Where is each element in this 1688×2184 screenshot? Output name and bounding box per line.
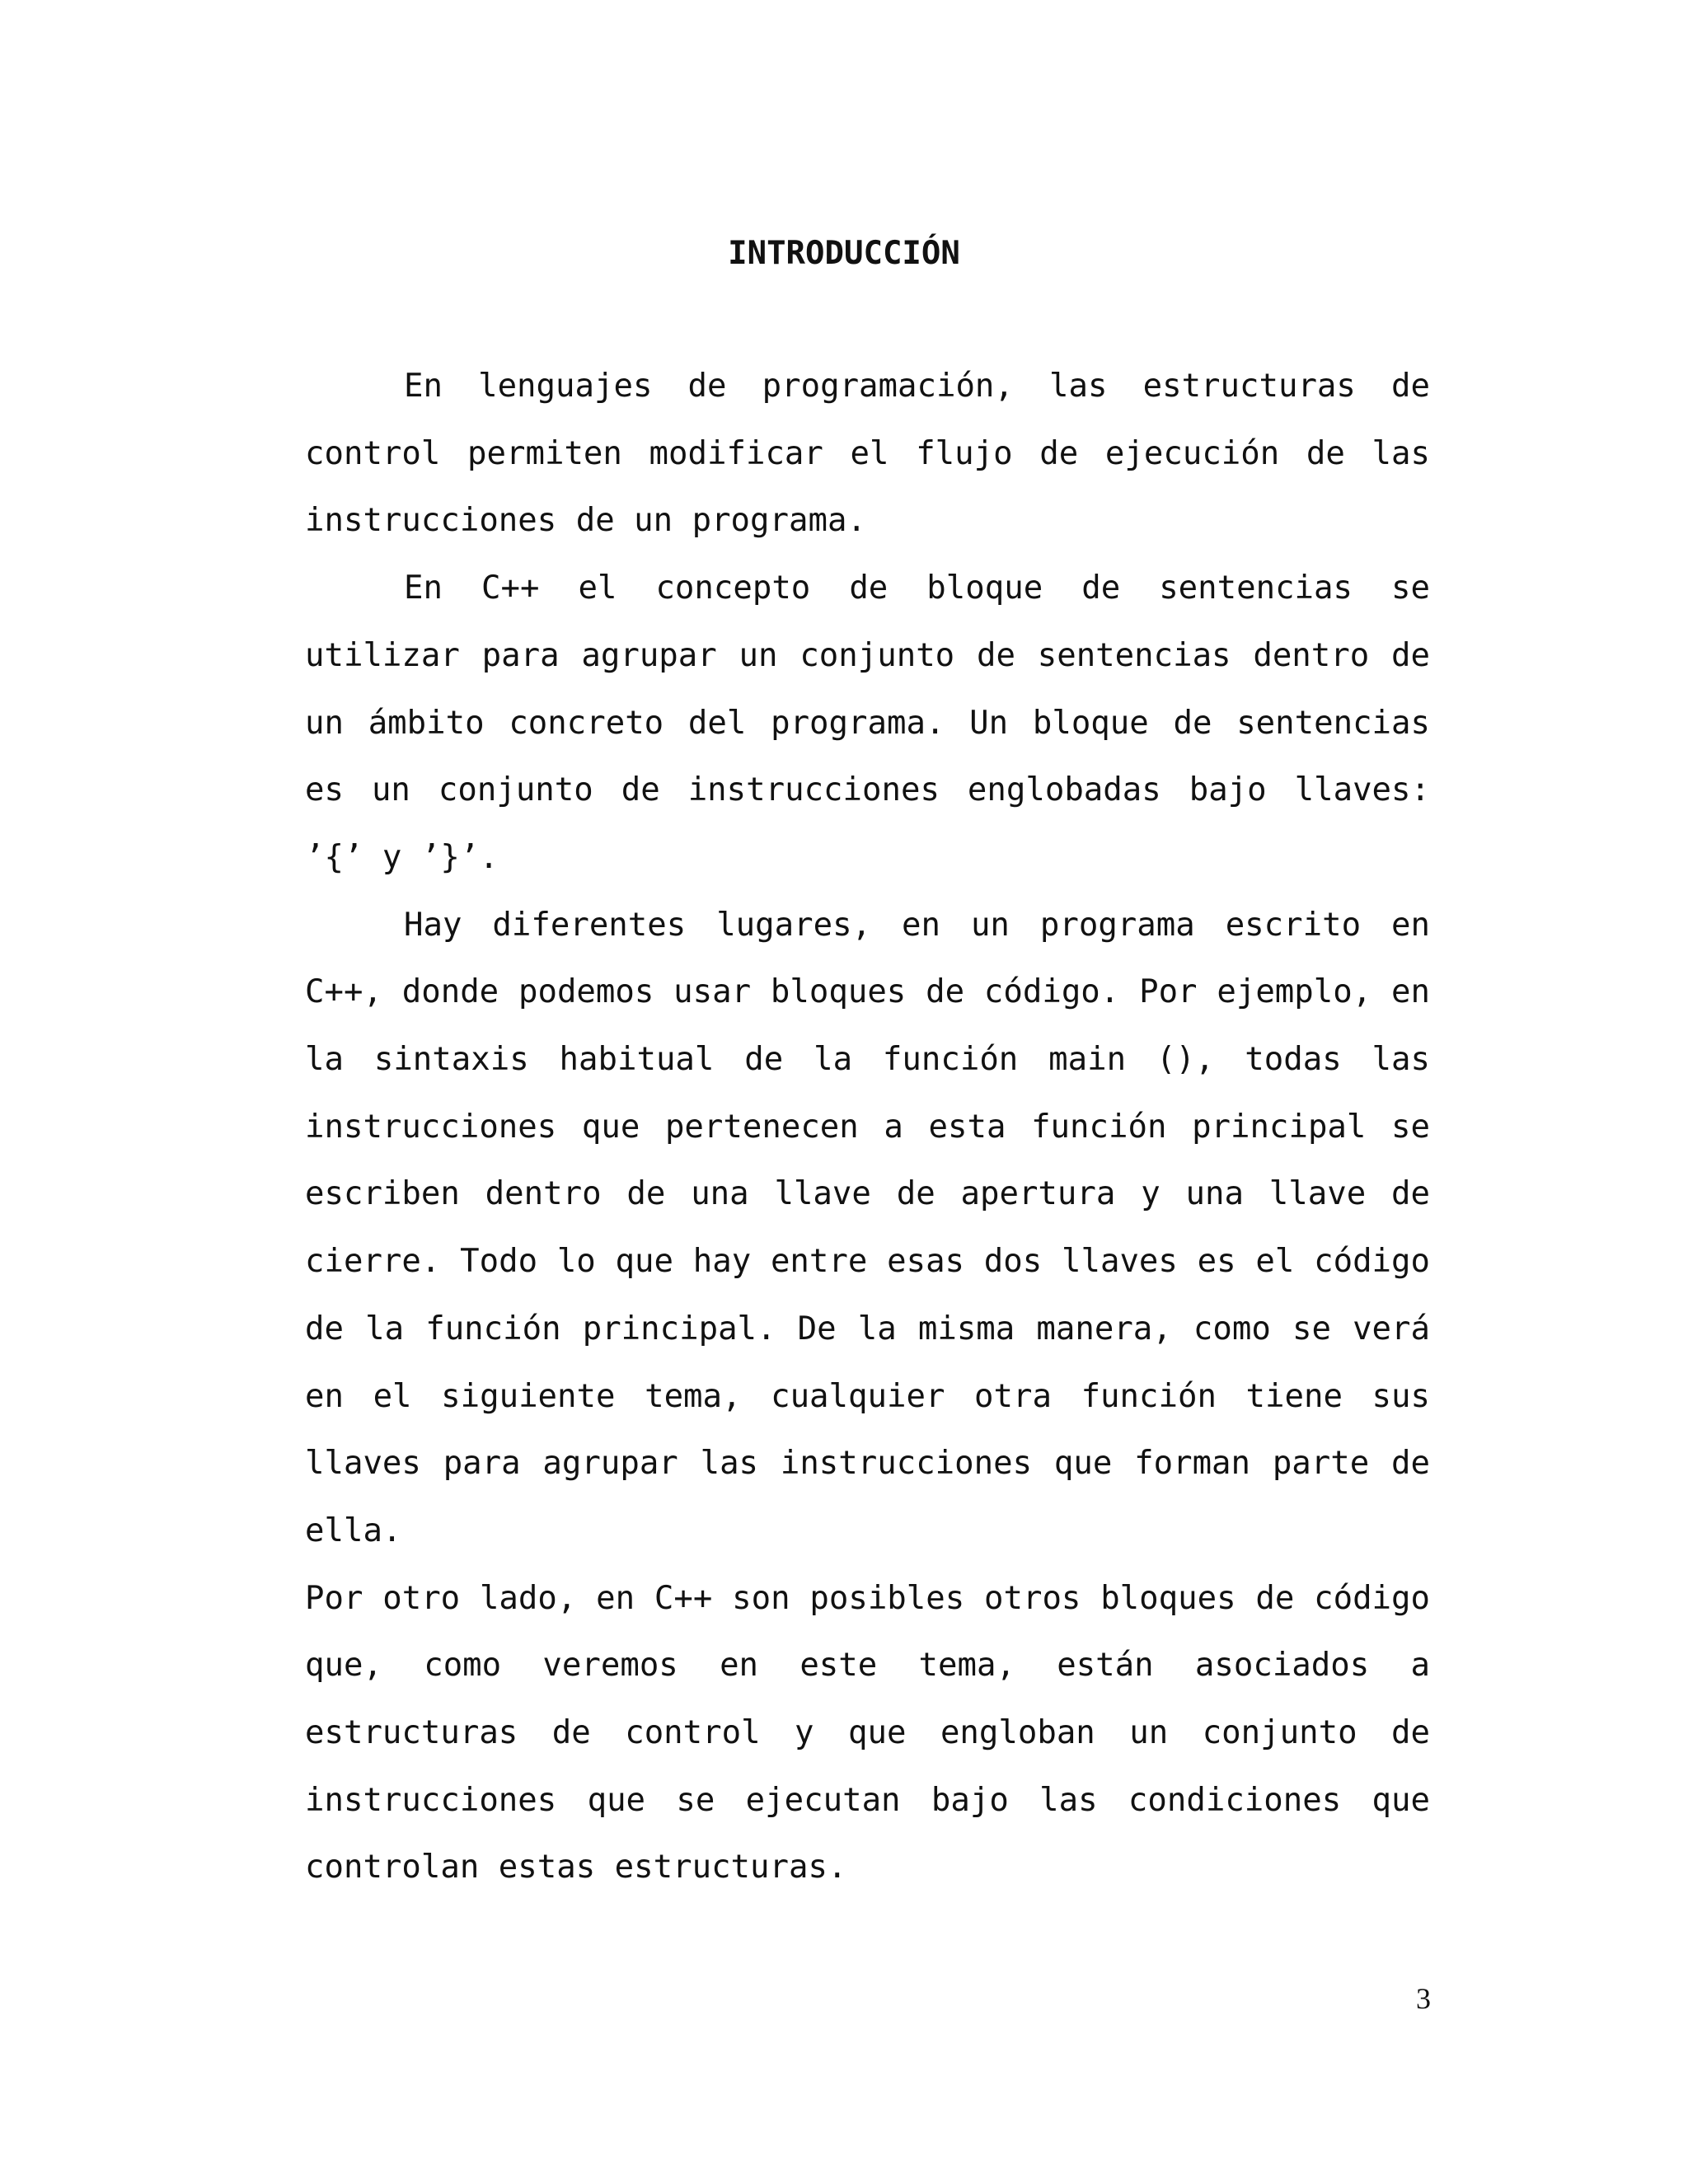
page-title: INTRODUCCIÓN	[728, 235, 960, 272]
paragraph-2: En C++ el concepto de bloque de sentencias se utilizar para agrupar un conjunto de sentencias dentro de un ámbito concreto del programa. Un bloque de sentencias es un conjunto de instrucciones englobadas bajo llaves: ’{’ y ’}’.	[305, 569, 1430, 876]
paragraph-4: Por otro lado, en C++ son posibles otros bloques de código que, como veremos en este tema, están asociados a estructuras de control y que engloban un conjunto de instrucciones que se ejecutan bajo las condiciones que controlan estas estructuras.	[305, 1579, 1430, 1886]
paragraph-3: Hay diferentes lugares, en un programa escrito en C++, donde podemos usar bloques de código. Por ejemplo, en la sintaxis habitual de la función main (), todas las instrucciones que pertenecen a esta función principal se escriben dentro de una llave de apertura y una llave de cierre. Todo lo que hay entre esas dos llaves es el código de la función principal. De la misma manera, como se verá en el siguiente tema, cualquier otra función tiene sus llaves para agrupar las instrucciones que forman parte de ella.	[305, 906, 1430, 1549]
body-text	[305, 353, 1430, 1901]
page-number: 3	[1416, 1982, 1431, 2015]
paragraph-1: En lenguajes de programación, las estructuras de control permiten modificar el flujo de ejecución de las instrucciones de un programa.	[305, 368, 1430, 540]
